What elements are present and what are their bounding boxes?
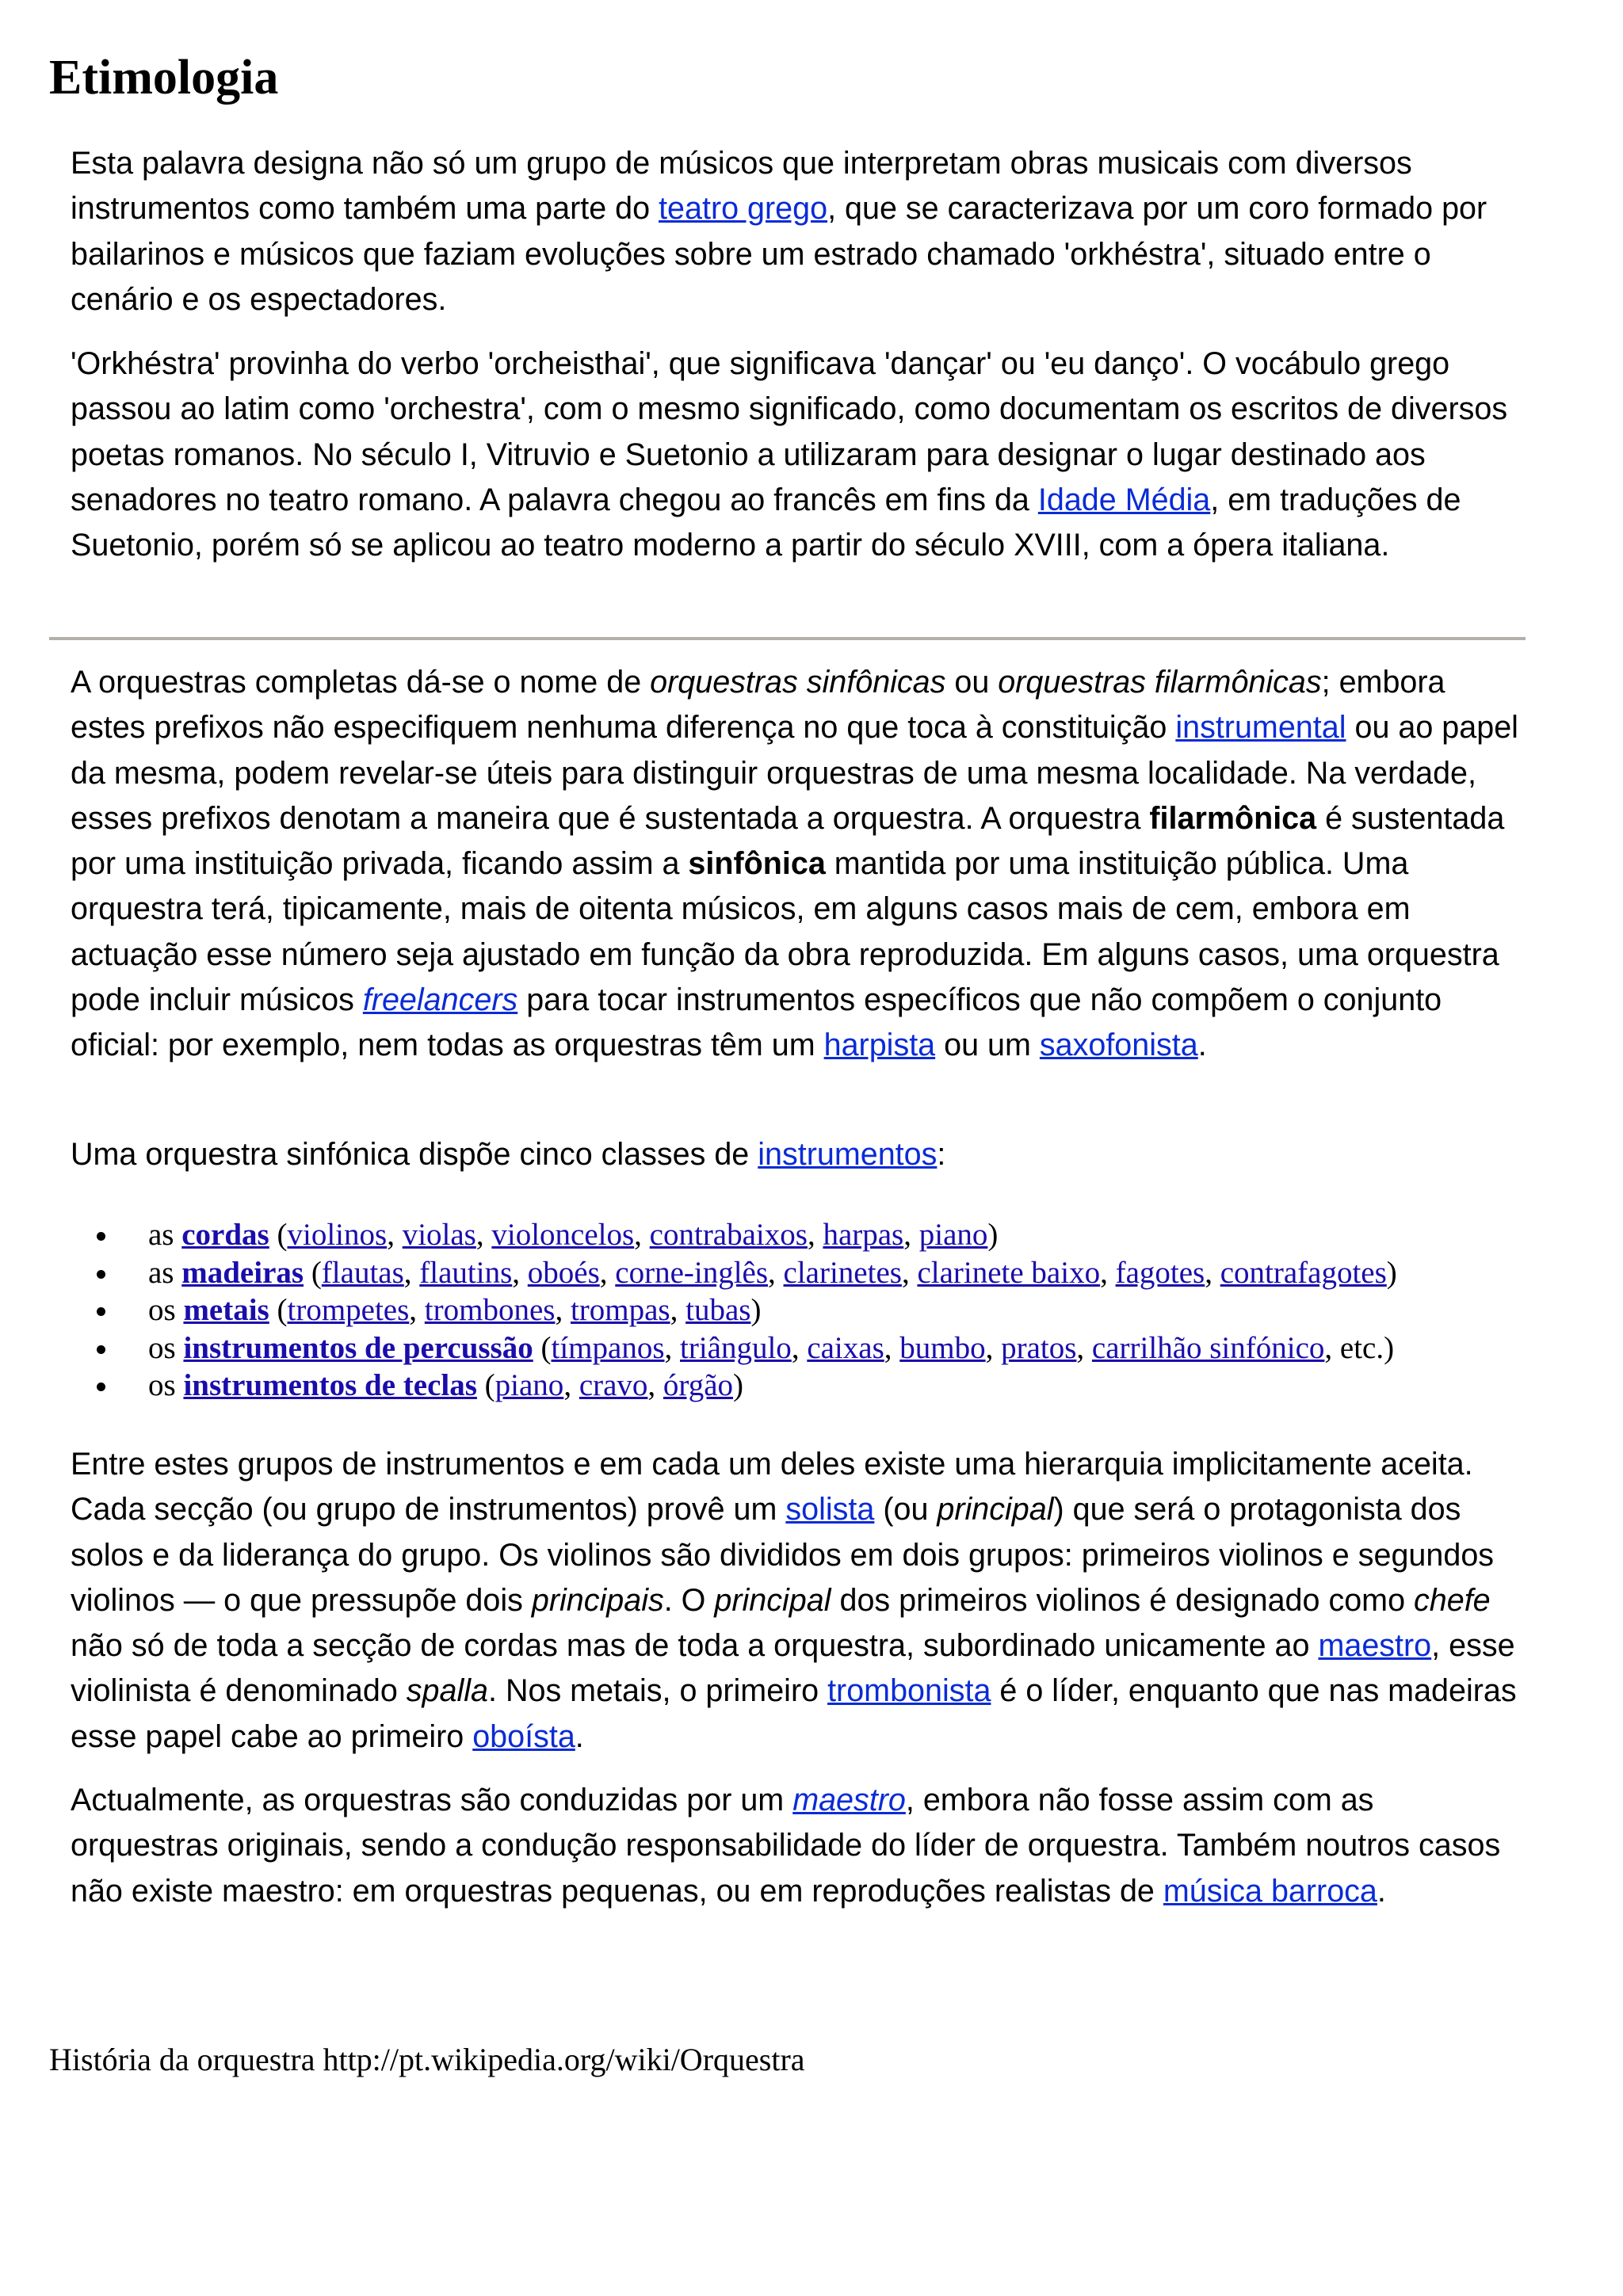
section-heading: Etimologia (49, 51, 279, 105)
category-link[interactable]: madeiras (181, 1255, 304, 1290)
link-harpista[interactable]: harpista (823, 1028, 936, 1063)
instrument-link[interactable]: carrilhão sinfónico (1091, 1330, 1325, 1365)
text-run: A orquestras completas dá-se o nome de (71, 665, 651, 700)
text-run: dos primeiros violinos é designado como (831, 1582, 1415, 1618)
bullet-icon (97, 1307, 105, 1316)
link-idade-media[interactable]: Idade Média (1037, 482, 1211, 517)
link-instrumentos[interactable]: instrumentos (758, 1137, 938, 1172)
link-teatro-grego[interactable]: teatro grego (659, 191, 828, 227)
list-tail: , etc.) (1324, 1330, 1395, 1365)
text-run: mantida por uma instituição pública. Uma orquestra terá, tipicamente, mais de oitenta músicos, em alguns casos mais de cem, embora em actuação esse número seja ajustado em função da obra reproduzida. Em alguns casos, uma orquestra pode incluir músicos (71, 846, 1499, 1018)
list-article: as (148, 1255, 182, 1290)
text-run: Uma orquestra sinfónica dispõe cinco classes de (71, 1137, 758, 1172)
link-saxofonista[interactable]: saxofonista (1039, 1028, 1198, 1063)
italic-term: orquestras filarmônicas (998, 665, 1322, 700)
instrument-link[interactable]: triângulo (680, 1330, 792, 1365)
list-item: os instrumentos de percussão (tímpanos, triângulo, caixas, bumbo, pratos, carrilhão sinfónico, etc.) (0, 1329, 1397, 1367)
instrument-link[interactable]: contrafagotes (1220, 1255, 1387, 1290)
link-musica-barroca[interactable]: música barroca (1163, 1873, 1377, 1909)
bullet-icon (97, 1232, 105, 1241)
paragraph-hierarchy (71, 1442, 1521, 1760)
text-run: , que se caracterizava por um coro formado por bailarinos e músicos que faziam evoluções sobre um estrado chamado 'orkhéstra', situado entre o cenário e os espectadores. (71, 191, 1487, 317)
bold-term: filarmônica (1149, 800, 1317, 836)
text-run: Esta palavra designa não só um grupo de músicos que interpretam obras musicais com diversos instrumentos como também uma parte do (71, 146, 1412, 227)
text-run: . O (663, 1582, 715, 1618)
text-run: ) que será o protagonista dos solos e da liderança do grupo. Os violinos são divididos em dois grupos: primeiros violinos e segundos violinos — o que pressupõe dois (71, 1492, 1495, 1618)
instrument-classes-list (0, 1216, 1397, 1405)
list-article: as (148, 1218, 182, 1252)
category-link[interactable]: cordas (181, 1218, 269, 1252)
italic-term: principal (937, 1492, 1054, 1527)
list-item: os instrumentos de teclas (piano, cravo, órgão) (0, 1367, 1397, 1405)
instrument-link[interactable]: caixas (807, 1330, 884, 1365)
category-link[interactable]: instrumentos de teclas (183, 1368, 477, 1403)
paragraph-orkhestra (71, 341, 1521, 568)
instrument-link[interactable]: tímpanos (551, 1330, 665, 1365)
instrument-link[interactable]: trompas (570, 1293, 670, 1328)
paragraph-conductor (71, 1778, 1521, 1914)
list-article: os (148, 1330, 184, 1365)
instrument-link[interactable]: trompetes (287, 1293, 410, 1328)
instrument-link[interactable]: violas (402, 1218, 476, 1252)
text-run: não só de toda a secção de cordas mas de toda a orquestra, subordinado unicamente ao (71, 1628, 1319, 1664)
paragraph-orchestra-types (71, 660, 1521, 1069)
text-run: , embora não fosse assim com as orquestras originais, sendo a condução responsabilidade do líder de orquestra. Também noutros casos não existe maestro: em orquestras pequenas, ou em reproduções realistas de (71, 1783, 1501, 1909)
instrument-link[interactable]: cravo (579, 1368, 648, 1403)
instrument-link[interactable]: clarinetes (783, 1255, 902, 1290)
instrument-link[interactable]: pratos (1001, 1330, 1077, 1365)
text-run: é o líder, enquanto que nas madeiras esse papel cabe ao primeiro (71, 1673, 1517, 1754)
instrument-link[interactable]: contrabaixos (649, 1218, 808, 1252)
category-link[interactable]: instrumentos de percussão (183, 1330, 533, 1365)
italic-term: principais (531, 1582, 664, 1618)
list-article: os (148, 1368, 184, 1403)
list-tail: ) (987, 1218, 999, 1252)
bold-term: sinfônica (688, 846, 826, 882)
instrument-link[interactable]: harpas (823, 1218, 904, 1252)
instrument-link[interactable]: flautas (321, 1255, 404, 1290)
bullet-icon (97, 1345, 105, 1354)
instrument-link[interactable]: bumbo (899, 1330, 986, 1365)
source-footer: História da orquestra http://pt.wikipedia.org/wiki/Orquestra (49, 2042, 805, 2077)
text-run: . (1377, 1873, 1386, 1909)
instrument-link[interactable]: piano (495, 1368, 564, 1403)
bullet-icon (97, 1383, 105, 1391)
instrument-link[interactable]: violoncelos (491, 1218, 635, 1252)
paragraph-origin (71, 141, 1521, 322)
bullet-icon (97, 1270, 105, 1279)
list-item: as madeiras (flautas, flautins, oboés, corne-inglês, clarinetes, clarinete baixo, fagotes, contrafagotes) (0, 1254, 1397, 1292)
instrument-link[interactable]: corne-inglês (615, 1255, 769, 1290)
link-trombonista[interactable]: trombonista (827, 1673, 991, 1709)
list-item: os metais (trompetes, trombones, trompas, tubas) (0, 1291, 1397, 1329)
link-maestro[interactable]: maestro (1318, 1628, 1432, 1664)
text-run: para tocar instrumentos específicos que não compõem o conjunto oficial: por exemplo, nem todas as orquestras têm um (71, 982, 1442, 1063)
text-run: Actualmente, as orquestras são conduzidas por um (71, 1783, 793, 1817)
list-tail: ) (733, 1368, 744, 1403)
text-run: ou (945, 665, 999, 700)
italic-term: spalla (406, 1673, 489, 1709)
paragraph-instrument-classes (71, 1132, 1521, 1177)
italic-term: orquestras sinfônicas (650, 665, 946, 700)
link-solista[interactable]: solista (785, 1492, 875, 1527)
instrument-link[interactable]: tubas (685, 1293, 751, 1328)
category-link[interactable]: metais (183, 1293, 269, 1328)
list-tail: ) (750, 1293, 762, 1328)
text-run: , em traduções de Suetonio, porém só se aplicou ao teatro moderno a partir do século XVIII, com a ópera italiana. (71, 482, 1461, 563)
list-article: os (148, 1293, 184, 1328)
instrument-link[interactable]: órgão (663, 1368, 734, 1403)
text-run: ou um (935, 1028, 1040, 1063)
list-tail: ) (1386, 1255, 1397, 1290)
text-run: (ou (874, 1492, 938, 1527)
italic-term: chefe (1414, 1582, 1491, 1618)
link-freelancers[interactable]: freelancers (362, 982, 518, 1018)
instrument-link[interactable]: clarinete baixo (917, 1255, 1101, 1290)
text-run: ; embora estes prefixos não especifiquem nenhuma diferença no que toca à constituição (71, 665, 1445, 746)
list-item: as cordas (violinos, violas, violoncelos, contrabaixos, harpas, piano) (0, 1216, 1397, 1254)
link-maestro-italic[interactable]: maestro (792, 1783, 906, 1817)
text-run: Entre estes grupos de instrumentos e em cada um deles existe uma hierarquia implicitamente aceita. Cada secção (ou grupo de instrumentos) provê um (71, 1447, 1473, 1527)
text-run: ou ao papel da mesma, podem revelar-se úteis para distinguir orquestras de uma mesma localidade. Na verdade, esses prefixos denotam a maneira que é sustentada a orquestra. A orquestra (71, 710, 1518, 836)
instrument-link[interactable]: flautins (419, 1255, 513, 1290)
section-divider (49, 637, 1526, 640)
link-instrumental[interactable]: instrumental (1175, 710, 1346, 746)
instrument-link[interactable]: fagotes (1115, 1255, 1205, 1290)
text-run: . Nos metais, o primeiro (488, 1673, 828, 1709)
instrument-link[interactable]: violinos (287, 1218, 388, 1252)
instrument-link[interactable]: piano (918, 1218, 988, 1252)
instrument-link[interactable]: oboés (527, 1255, 600, 1290)
italic-term: principal (714, 1582, 831, 1618)
text-run: . (1197, 1028, 1207, 1063)
text-run: : (937, 1137, 946, 1172)
text-run: 'Orkhéstra' provinha do verbo 'orcheisthai', que significava 'dançar' ou 'eu danço'. O vocábulo grego passou ao latim como 'orchestra', com o mesmo significado, como documentam os escritos de diversos poetas romanos. No século I, Vitruvio e Suetonio a utilizaram para designar o lugar destinado aos senadores no teatro romano. A palavra chegou ao francês em fins da (71, 346, 1508, 517)
text-run: . (575, 1718, 584, 1754)
text-run: , esse violinista é denominado (71, 1628, 1515, 1709)
link-oboista[interactable]: oboísta (472, 1718, 575, 1754)
instrument-link[interactable]: trombones (424, 1293, 556, 1328)
text-run: é sustentada por uma instituição privada, ficando assim a (71, 800, 1505, 882)
